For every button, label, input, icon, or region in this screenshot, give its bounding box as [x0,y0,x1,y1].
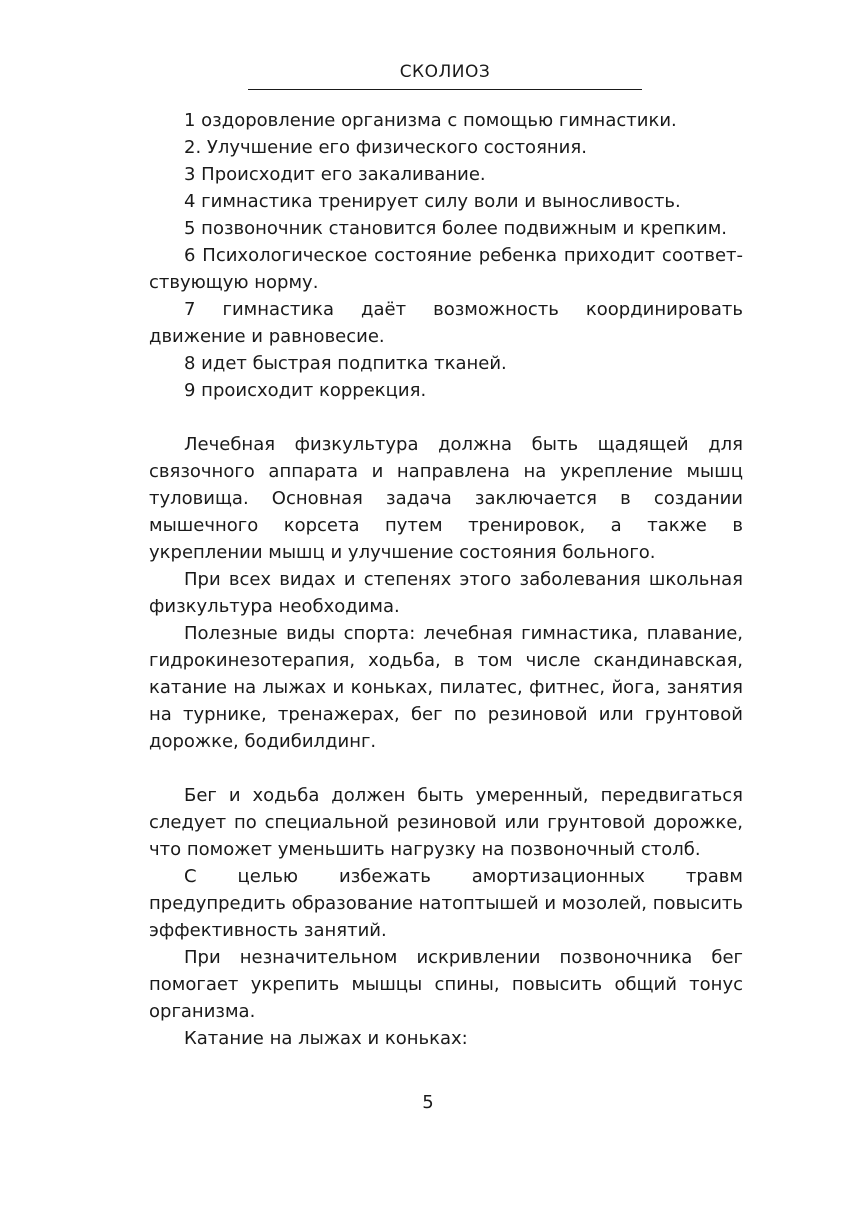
paragraph: Катание на лыжах и коньках: [184,1028,468,1049]
paragraph: С целью избежать амортизационных травм предупредить образование натоптышей и мозолей, повысить эффективность занятий. [149,866,743,941]
paragraph: Бег и ходьба должен быть умеренный, передвигаться следует по специальной резиновой или грунтовой дорожке, что поможет уменьшить нагрузку на позвоночный столб. [149,785,743,860]
section-running-walking [149,782,743,1052]
paragraph-gap [149,404,743,431]
paragraph: При всех видах и степенях этого заболевания школьная физкультура необходима. [149,569,743,617]
list-item: 2. Улучшение его физического состояния. [184,137,587,158]
paragraph-gap [149,755,743,782]
header-rule [248,89,642,90]
list-item: 1 оздоровление организма с помощью гимнастики. [184,110,677,131]
page-number: 5 [422,1092,434,1113]
list-item: 8 идет быстрая подпитка тканей. [184,353,507,374]
paragraph: Полезные виды спорта: лечебная гимнастика, плавание, гидрокинезотерапия, ходьба, в том числе скандинавская, катание на лыжах и коньках, пилатес, фитнес, йога, занятия на турнике, тренажерах, бег по резиновой или грунтовой дорожке, бодибилдинг. [149,623,743,752]
paragraph: Лечебная физкультура должна быть щадящей для связочного аппарата и направлена на укрепление мышц туловища. Основная задача заключается в создании мышечного корсета путем тренировок, а также в укреплении мышц и улучшение состояния больного. [149,434,743,563]
list-item: 6 Психологическое состояние ребенка приходит соответствующую норму. [149,245,743,293]
list-item: 9 происходит коррекция. [184,380,427,401]
list-item: 4 гимнастика тренирует силу воли и выносливость. [184,191,681,212]
paragraph: При незначительном искривлении позвоночника бег помогает укрепить мышцы спины, повысить общий тонус организма. [149,947,743,1022]
running-head: СКОЛИОЗ [399,62,491,82]
body-text [149,107,743,1052]
list-item: 5 позвоночник становится более подвижным и крепким. [184,218,728,239]
list-item: 3 Происходит его закаливание. [184,164,486,185]
list-item: 7 гимнастика даёт возможность координировать движение и равновесие. [149,299,743,347]
section-exercise-therapy [149,431,743,755]
benefits-list [149,107,743,404]
